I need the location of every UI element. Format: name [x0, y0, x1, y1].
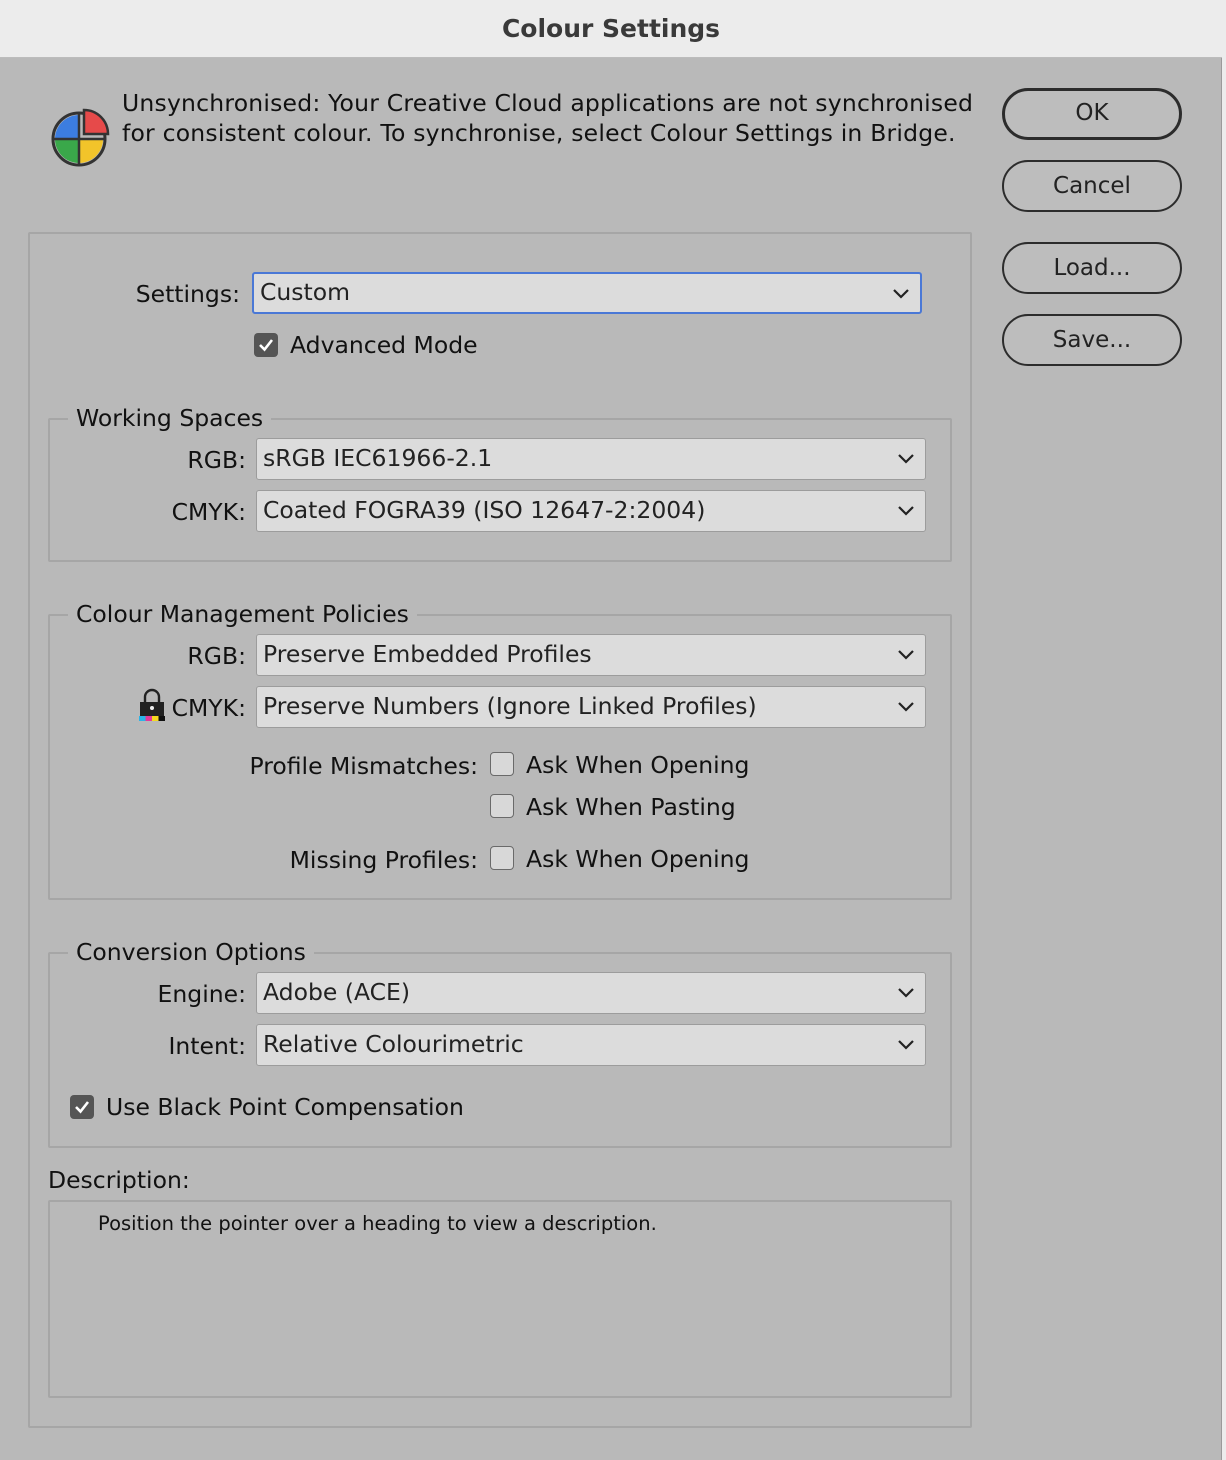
working-rgb-value: sRGB IEC61966-2.1: [263, 444, 493, 472]
advanced-mode-label: Advanced Mode: [290, 331, 478, 359]
profile-mismatches-label: Profile Mismatches:: [249, 752, 478, 780]
policy-cmyk-select[interactable]: [256, 686, 926, 728]
settings-select[interactable]: [252, 272, 922, 314]
conversion-title: Conversion Options: [68, 938, 314, 966]
chevron-down-icon: [897, 985, 915, 999]
working-cmyk-select[interactable]: [256, 490, 926, 532]
settings-label: Settings:: [135, 280, 240, 308]
sync-message-line-2: for consistent colour. To synchronise, select Colour Settings in Bridge.: [122, 119, 956, 147]
load-button[interactable]: Load...: [1002, 242, 1182, 294]
black-point-label: Use Black Point Compensation: [106, 1093, 464, 1121]
mismatch-ask-opening-label: Ask When Opening: [526, 751, 750, 779]
policy-rgb-label: RGB:: [187, 642, 246, 670]
chevron-down-icon: [897, 699, 915, 713]
policy-rgb-select[interactable]: [256, 634, 926, 676]
description-text: Position the pointer over a heading to view a description.: [98, 1212, 657, 1235]
policy-cmyk-label: CMYK:: [171, 694, 246, 722]
chevron-down-icon: [892, 286, 910, 300]
chevron-down-icon: [897, 647, 915, 661]
working-cmyk-value: Coated FOGRA39 (ISO 12647-2:2004): [263, 496, 706, 524]
sync-message: [122, 88, 982, 148]
chevron-down-icon: [897, 503, 915, 517]
sync-message-line-1: Unsynchronised: Your Creative Cloud applications are not synchronised: [122, 89, 974, 117]
intent-value: Relative Colourimetric: [263, 1030, 524, 1058]
missing-ask-opening-checkbox[interactable]: [490, 846, 514, 870]
save-button[interactable]: Save...: [1002, 314, 1182, 366]
advanced-mode-checkbox[interactable]: [254, 333, 278, 357]
window-edge: [1222, 0, 1226, 1460]
description-box: [48, 1200, 952, 1398]
intent-select[interactable]: [256, 1024, 926, 1066]
mismatch-ask-opening-checkbox[interactable]: [490, 752, 514, 776]
window-title: Colour Settings: [0, 0, 1222, 58]
missing-ask-opening-label: Ask When Opening: [526, 845, 750, 873]
ok-button[interactable]: OK: [1002, 88, 1182, 140]
policies-title: Colour Management Policies: [68, 600, 417, 628]
working-spaces-title: Working Spaces: [68, 404, 271, 432]
checkmark-icon: [73, 1098, 91, 1116]
policy-rgb-value: Preserve Embedded Profiles: [263, 640, 592, 668]
engine-select[interactable]: [256, 972, 926, 1014]
colour-sync-icon: [48, 108, 110, 170]
mismatch-ask-pasting-checkbox[interactable]: [490, 794, 514, 818]
settings-select-value: Custom: [260, 278, 351, 306]
engine-value: Adobe (ACE): [263, 978, 411, 1006]
description-label: Description:: [48, 1166, 190, 1194]
policy-cmyk-value: Preserve Numbers (Ignore Linked Profiles): [263, 692, 757, 720]
missing-profiles-label: Missing Profiles:: [289, 846, 478, 874]
black-point-checkbox[interactable]: [70, 1095, 94, 1119]
working-cmyk-label: CMYK:: [171, 498, 246, 526]
working-rgb-label: RGB:: [187, 446, 246, 474]
chevron-down-icon: [897, 1037, 915, 1051]
chevron-down-icon: [897, 451, 915, 465]
engine-label: Engine:: [157, 980, 246, 1008]
mismatch-ask-pasting-label: Ask When Pasting: [526, 793, 736, 821]
checkmark-icon: [257, 336, 275, 354]
cancel-button[interactable]: Cancel: [1002, 160, 1182, 212]
intent-label: Intent:: [168, 1032, 246, 1060]
working-rgb-select[interactable]: [256, 438, 926, 480]
